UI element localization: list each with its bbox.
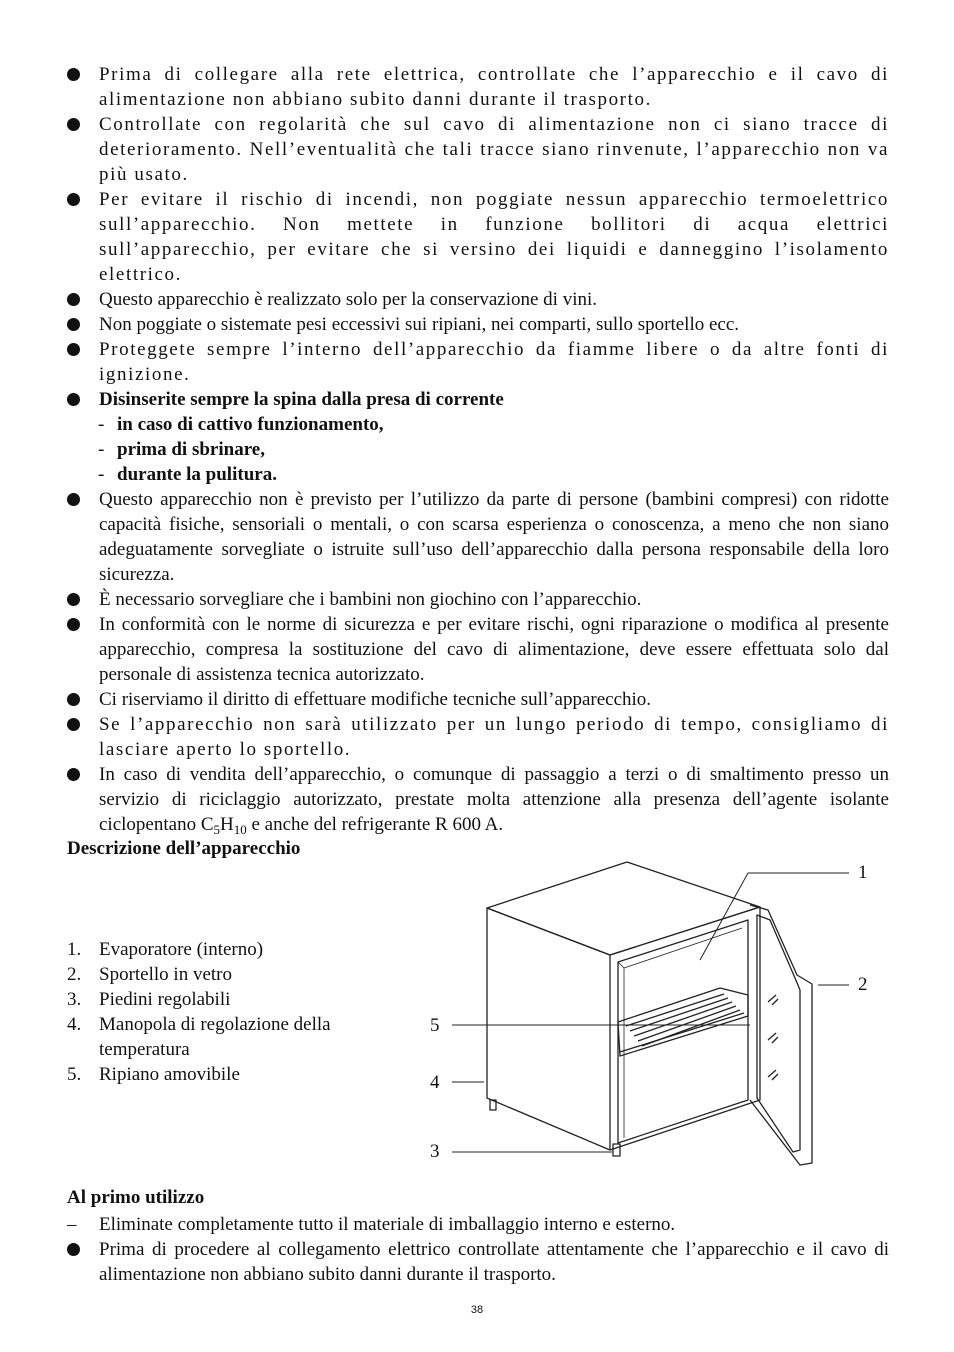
- diagram-label-5: 5: [430, 1015, 440, 1036]
- list-item: 4. Manopola di regolazione della temperatura: [67, 1014, 331, 1060]
- list-item: Controllate con regolarità che sul cavo di alimentazione non ci siano tracce di deterioramento. Nell’eventualità che tali tracce siano rinvenute, l’apparecchio non va più usato.: [67, 112, 889, 187]
- cabinet-top: [487, 862, 760, 955]
- list-item: Proteggete sempre l’interno dell’apparecchio da fiamme libere o da altre fonti di ignizione.: [67, 337, 889, 387]
- list-item: 3. Piedini regolabili: [67, 989, 231, 1010]
- description-heading: Descrizione dell’apparecchio: [67, 838, 301, 859]
- sub-list-item: - prima di sbrinare,: [98, 439, 265, 460]
- list-item: Per evitare il rischio di incendi, non poggiate nessun apparecchio termoelettrico sull’apparecchio. Non mettete in funzione bollitori di acqua elettrici sull’apparecchio, per evitare che si versino dei liquidi e danneggino l’isolamento elettrico.: [67, 187, 889, 287]
- callout-lines: [452, 873, 849, 1152]
- diagram-label-4: 4: [430, 1072, 440, 1093]
- dash-marker: –: [67, 1214, 77, 1235]
- list-item: In caso di vendita dell’apparecchio, o comunque di passaggio a terzi o di smaltimento presso un servizio di riciclaggio autorizzato, prestate molta attenzione alla presenza dell’agente isolante ciclopentano $C_5H_{10}$ e anche del refrigerante R 600 A.: [67, 762, 889, 837]
- list-item: – Eliminate completamente tutto il materiale di imballaggio interno e esterno.: [67, 1214, 676, 1235]
- dash-marker: -: [98, 414, 105, 435]
- list-item: Non poggiate o sistemate pesi eccessivi sui ripiani, nei comparti, sullo sportello ecc.: [67, 312, 889, 337]
- foot-front: [613, 1144, 620, 1156]
- diagram-label-3: 3: [430, 1141, 440, 1162]
- list-item: Questo apparecchio è realizzato solo per la conservazione di vini.: [67, 287, 889, 312]
- list-item: In conformità con le norme di sicurezza e per evitare rischi, ogni riparazione o modifica al presente apparecchio, compresa la sostituzione del cavo di alimentazione, deve essere effettuata solo dal personale di assistenza tecnica autorizzato.: [67, 612, 889, 687]
- list-item: Prima di collegare alla rete elettrica, controllate che l’apparecchio e il cavo di alimentazione non abbiano subito danni durante il trasporto.: [67, 62, 889, 112]
- list-item: 2. Sportello in vetro: [67, 964, 232, 985]
- sub-list-item: - durante la pulitura.: [98, 464, 277, 485]
- list-item: 1. Evaporatore (interno): [67, 939, 264, 960]
- first-use-list: [67, 1212, 889, 1287]
- dash-marker: -: [98, 439, 105, 460]
- shelf: [618, 988, 748, 1056]
- dash-marker: -: [98, 464, 105, 485]
- sub-list-item: - in caso di cattivo funzionamento,: [98, 414, 384, 435]
- list-item: Prima di procedere al collegamento elettrico controllate attentamente che l’apparecchio e il cavo di alimentazione non abbiano subito danni durante il trasporto.: [67, 1237, 889, 1287]
- glass-door: [750, 905, 812, 1165]
- list-item: Disinserite sempre la spina dalla presa di corrente: [67, 387, 889, 412]
- list-item: Questo apparecchio non è previsto per l’utilizzo da parte di persone (bambini compresi) con ridotte capacità fisiche, sensoriali o mentali, o con scarsa esperienza o conoscenza, a meno che non siano adeguatamente sorvegliate o istruite sull’uso dell’apparecchio dalla persona responsabile della loro sicurezza.: [67, 487, 889, 587]
- cabinet-side: [487, 908, 610, 1150]
- list-item: 5. Ripiano amovibile: [67, 1064, 240, 1085]
- list-item: Ci riserviamo il diritto di effettuare modifiche tecniche sull’apparecchio.: [67, 687, 889, 712]
- diagram-label-1: 1: [858, 862, 868, 883]
- list-item: È necessario sorvegliare che i bambini non giochino con l’apparecchio.: [67, 587, 889, 612]
- first-use-heading: Al primo utilizzo: [67, 1187, 205, 1208]
- list-item: Se l’apparecchio non sarà utilizzato per un lungo periodo di tempo, consigliamo di lasciare aperto lo sportello.: [67, 712, 889, 762]
- cabinet-front: [610, 907, 760, 1150]
- page-number: 38: [470, 1304, 484, 1316]
- diagram-label-2: 2: [858, 974, 868, 995]
- bullet-dot-icon: [67, 1243, 80, 1256]
